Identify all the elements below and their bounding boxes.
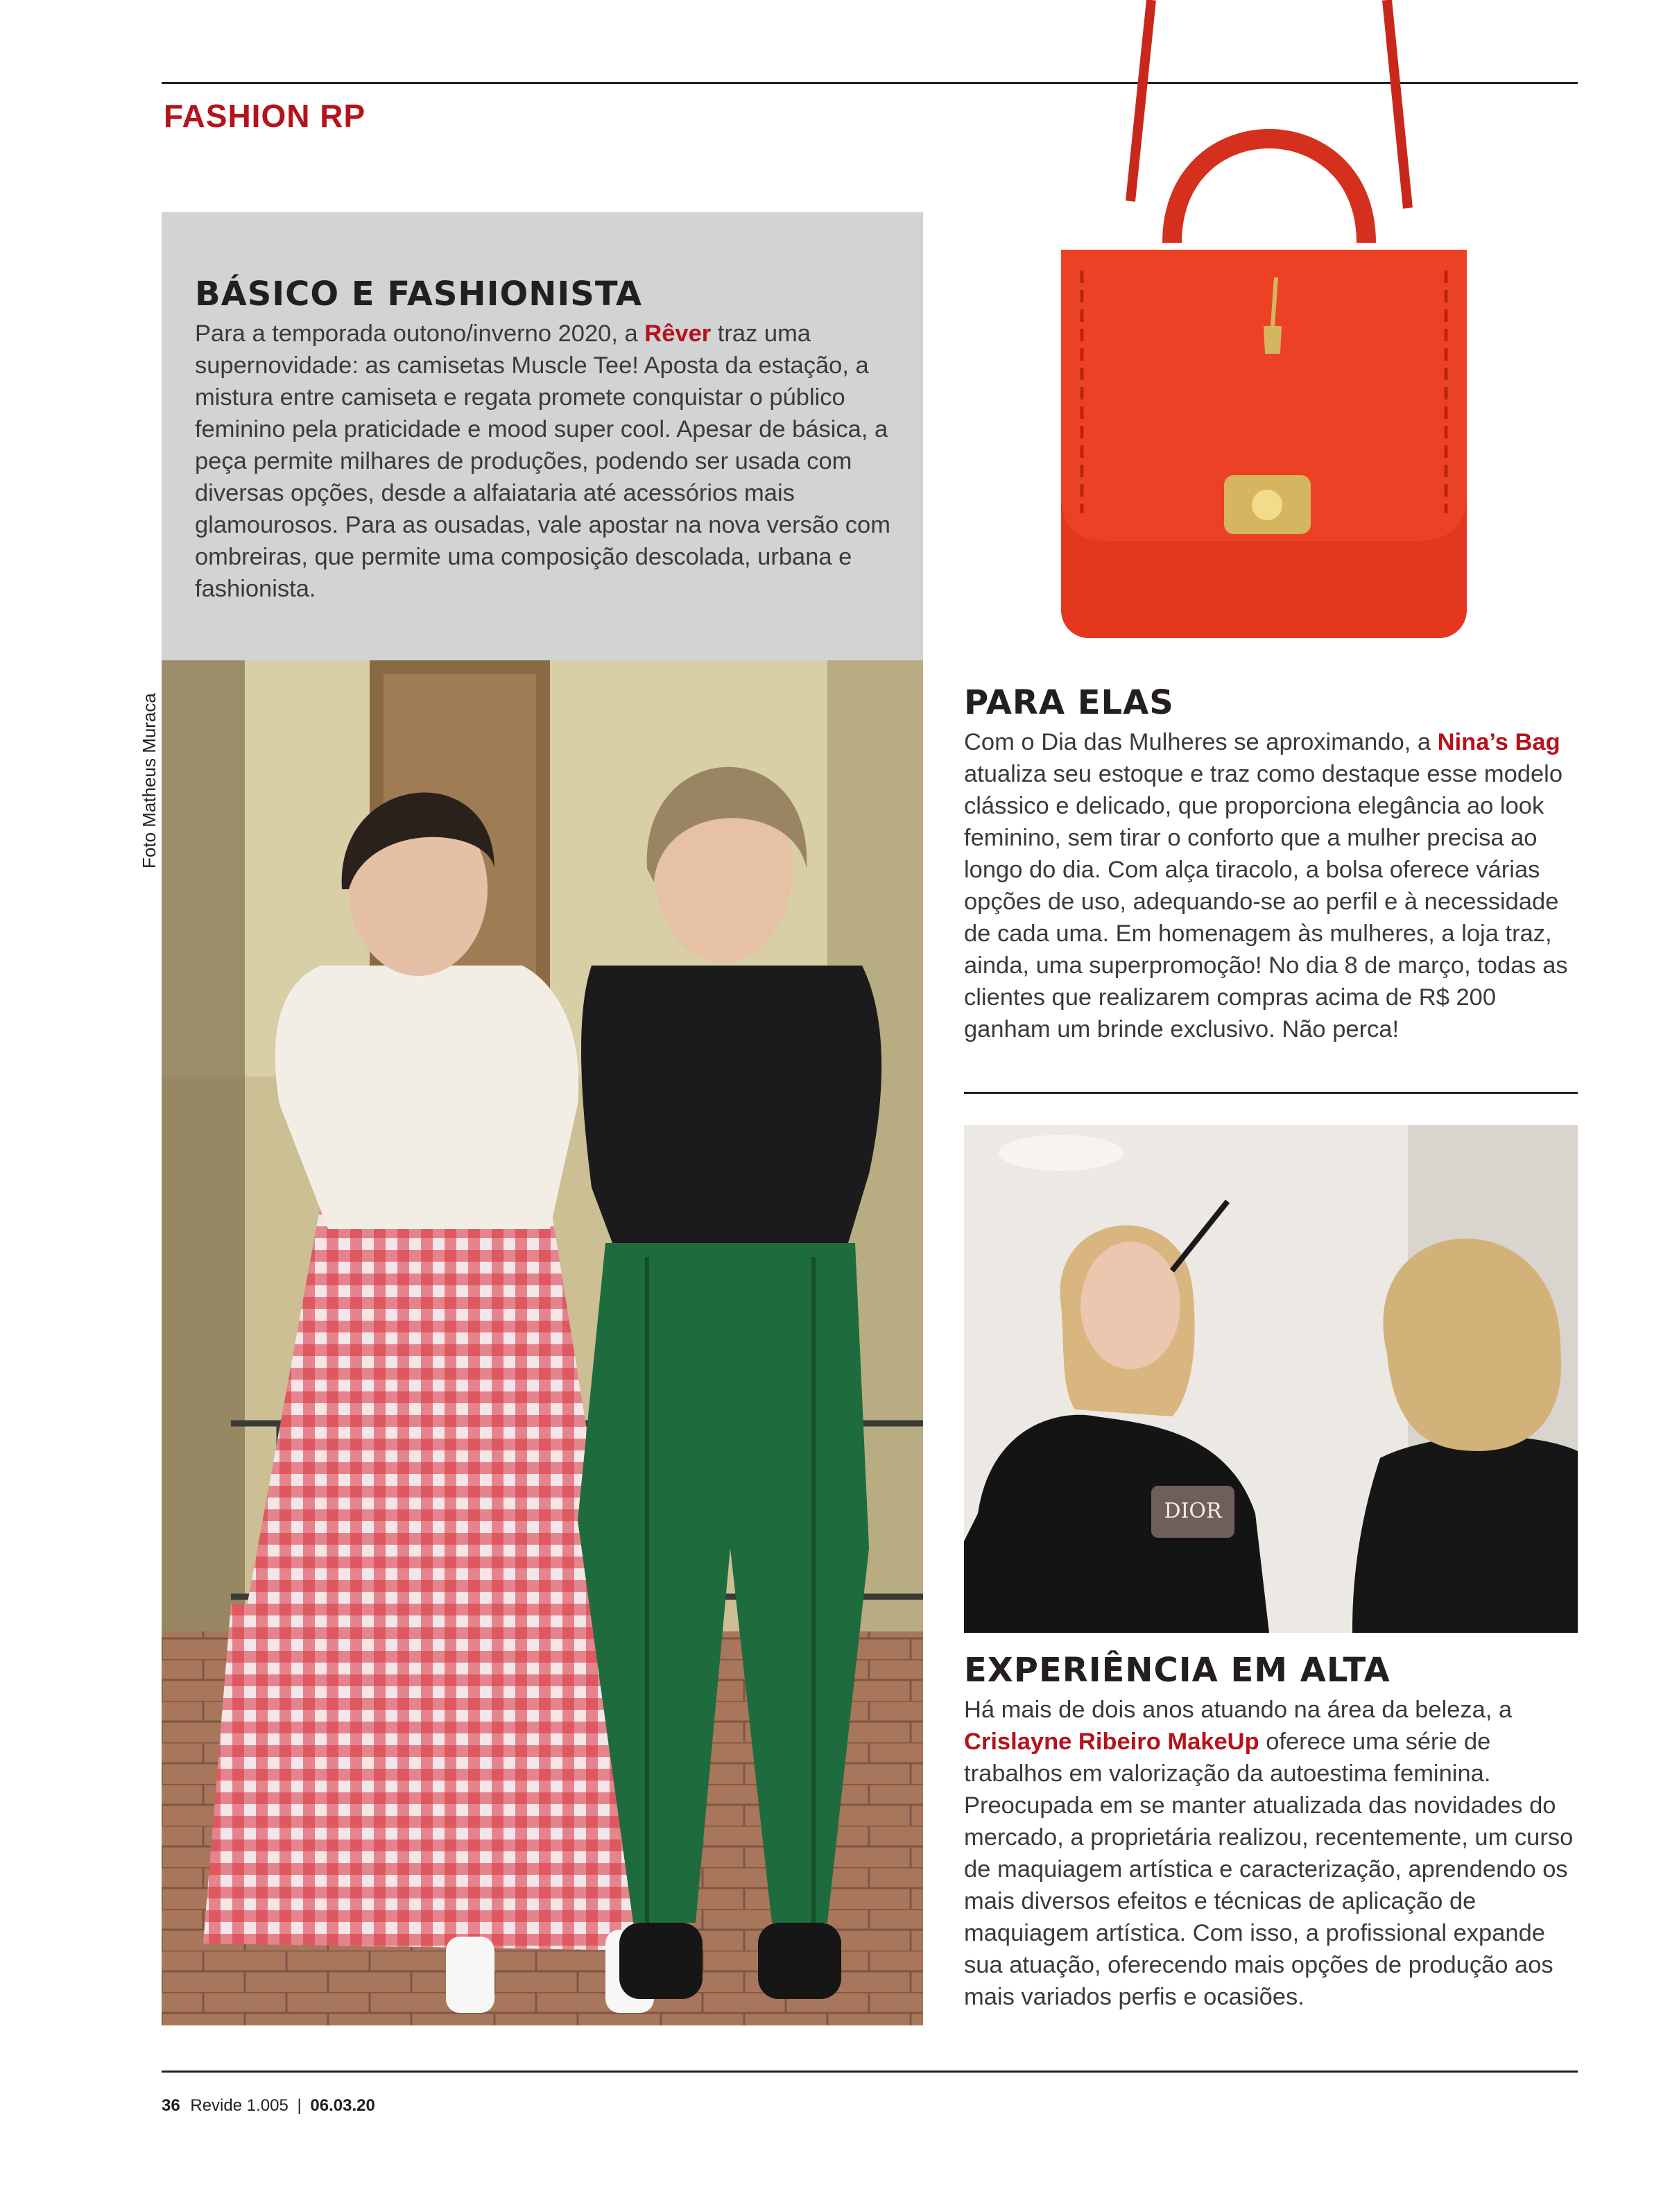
brand-ninas-bag: Nina’s Bag (1437, 729, 1560, 755)
photo-credit: Foto Matheus Muraca (139, 693, 160, 868)
section-label: FASHION RP (164, 98, 366, 134)
basico-body: Para a temporada outono/inverno 2020, a Rêver traz uma supernovidade: as camisetas Muscle Tee! Aposta da estação, a mistura entre camiseta e regata promete conquistar o público feminino pela praticidade e mood super cool. Apesar de básica, a peça permite milhares de produções, podendo ser usada com diversas opções, desde a alfaiataria até acessórios mais glamourosos. Para as ousadas, vale apostar na nova versão com ombreiras, que permite uma composição descolada, urbana e fashionista. (195, 320, 890, 602)
photo-two-women-illustration (162, 660, 923, 2025)
divider-right (964, 1092, 1578, 1094)
page-footer (162, 2096, 375, 2116)
photo-handbag (1040, 0, 1484, 649)
para-elas-body: Com o Dia das Mulheres se aproximando, a Nina’s Bag atualiza seu estoque e traz como destaque esse modelo clássico e delicado, que proporciona elegância ao look feminino, sem tirar o conforto que a mulher precisa ao longo do dia. Com alça tiracolo, a bolsa oferece várias opções de uso, adequando-se ao perfil e à necessidade de cada uma. Em homenagem às mulheres, a loja traz, ainda, uma superpromoção! No dia 8 de março, todas as clientes que realizarem compras acima de R$ 200 ganham um brinde exclusivo. Não perca! (964, 729, 1568, 1043)
para-elas-article (964, 683, 1581, 1045)
issue-date: 06.03.20 (310, 2096, 375, 2115)
photo-makeup (964, 1125, 1578, 1633)
brand-rever: Rêver (644, 320, 712, 347)
page-number: 36 (162, 2096, 180, 2115)
experiencia-article (964, 1651, 1581, 2013)
photo-makeup-illustration (964, 1125, 1578, 1633)
brand-crislayne: Crislayne Ribeiro MakeUp (964, 1729, 1259, 1755)
basico-title: BÁSICO E FASHIONISTA (195, 275, 643, 314)
compact-label: DIOR (1164, 1499, 1222, 1523)
basico-box (162, 212, 923, 660)
basico-article (195, 275, 895, 605)
para-elas-title: PARA ELAS (964, 683, 1174, 722)
footer-separator: | (297, 2096, 302, 2115)
publication-name: Revide 1.005 (190, 2096, 289, 2115)
bottom-rule (162, 2070, 1578, 2073)
experiencia-body: Há mais de dois anos atuando na área da beleza, a Crislayne Ribeiro MakeUp oferece uma série de trabalhos em valorização da autoestima feminina. Preocupada em se manter atualizada das novidades do mercado, a proprietária realizou, recentemente, um curso de maquiagem artística e caracterização, aprendendo os mais diversos efeitos e técnicas de aplicação de maquiagem artística. Com isso, a profissional expande sua atuação, oferecendo mais opções de produção aos mais variados perfis e ocasiões. (964, 1697, 1574, 2010)
experiencia-title: EXPERIÊNCIA EM ALTA (964, 1651, 1390, 1690)
photo-handbag-illustration (1040, 0, 1484, 649)
photo-two-women (162, 660, 923, 2025)
